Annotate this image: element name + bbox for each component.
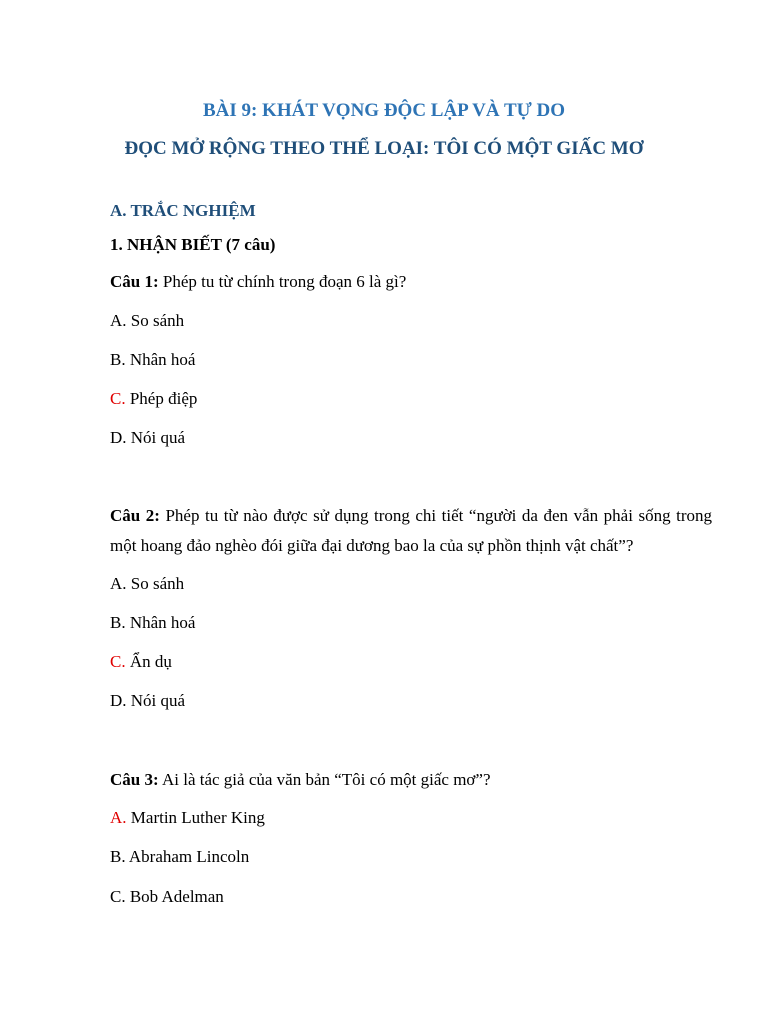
correct-answer-letter: A. [110, 808, 127, 827]
question-2 [110, 501, 712, 561]
option-text: B. [110, 847, 126, 866]
option-1a [110, 306, 712, 336]
question-3 [110, 765, 712, 795]
option-1d [110, 423, 712, 453]
question-label: Câu 1: [110, 272, 159, 291]
correct-answer-letter: C. [110, 389, 126, 408]
option-text: Nói quá [126, 428, 186, 447]
question-label: Câu 3: [110, 770, 159, 789]
question-label: Câu 2: [110, 506, 160, 525]
option-3a [110, 803, 712, 833]
option-text: So sánh [126, 574, 185, 593]
option-2c [110, 647, 712, 677]
option-text: Ẩn dụ [125, 652, 172, 671]
question-text: Phép tu từ nào được sử dụng trong chi tiết “người da đen vẫn phải sống trong một hoang đảo nghèo đói giữa đại dương bao la của sự phồn thịnh vật chất”? [110, 506, 712, 555]
question-1 [110, 267, 712, 297]
option-text: Nhân hoá [125, 613, 196, 632]
option-text: D. [110, 428, 127, 447]
option-text: So sánh [126, 311, 185, 330]
lesson-subtitle: ĐỌC MỞ RỘNG THEO THỂ LOẠI: TÔI CÓ MỘT GIẤC MƠ [124, 138, 644, 159]
question-text: Ai là tác giả của văn bản “Tôi có một giấc mơ”? [158, 770, 491, 789]
option-2d [110, 686, 712, 716]
option-1c [110, 384, 712, 414]
option-1b [110, 345, 712, 375]
correct-answer-letter: C. [110, 652, 126, 671]
option-text: B. [110, 350, 126, 369]
option-text: A. [110, 574, 127, 593]
option-3b [110, 842, 712, 872]
option-text: Martin Luther King [126, 808, 265, 827]
option-text: B. [110, 613, 126, 632]
option-text: Nói quá [126, 691, 186, 710]
option-text: Phép điệp [125, 389, 198, 408]
lesson-title: BÀI 9: KHÁT VỌNG ĐỘC LẬP VÀ TỰ DO [202, 100, 566, 121]
section-heading: A. TRẮC NGHIỆM [110, 201, 256, 220]
option-text: C. [110, 887, 126, 906]
option-text: Bob Adelman [125, 887, 224, 906]
option-text: A. [110, 311, 127, 330]
option-3c [110, 882, 712, 912]
question-text: Phép tu từ chính trong đoạn 6 là gì? [158, 272, 407, 291]
option-text: Nhân hoá [125, 350, 196, 369]
option-2a [110, 569, 712, 599]
option-text: D. [110, 691, 127, 710]
option-text: Abraham Lincoln [125, 847, 250, 866]
option-2b [110, 608, 712, 638]
section-subheading: 1. NHẬN BIẾT (7 câu) [110, 235, 276, 254]
